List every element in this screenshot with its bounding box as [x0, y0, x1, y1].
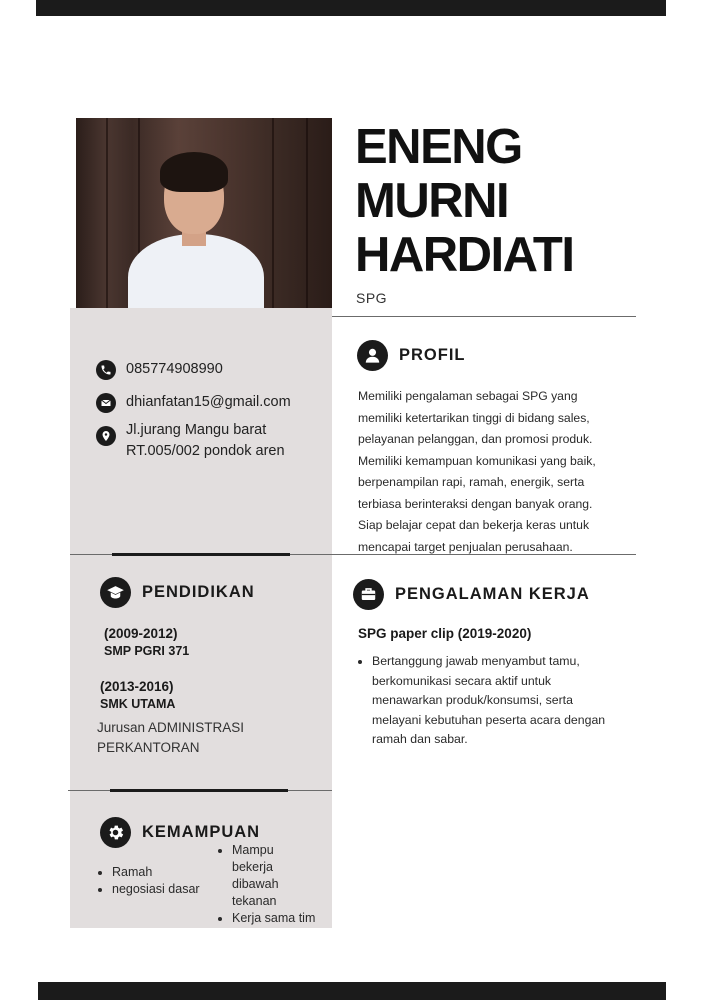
phone-number: 085774908990 — [126, 361, 223, 377]
experience-title: PENGALAMAN KERJA — [395, 585, 590, 603]
education-major-line: PERKANTORAN — [97, 740, 200, 755]
skills-list-right — [216, 842, 350, 927]
email-icon — [96, 393, 116, 413]
profile-title: PROFIL — [399, 346, 466, 364]
job-duty-item — [372, 652, 662, 750]
profile-line: berpenampilan rapi, ramah, energik, serta — [358, 475, 585, 489]
sidebar-accent-line — [112, 553, 290, 556]
name-line: MURNI — [355, 174, 509, 228]
skill-item: • Kerja sama tim — [232, 910, 350, 927]
contact-address — [96, 420, 285, 462]
job-duty-line: berkomunikasi secara aktif untuk — [372, 673, 552, 688]
profile-photo — [76, 118, 332, 308]
education-heading — [100, 577, 255, 608]
location-pin-icon — [96, 426, 116, 446]
job-duties — [356, 652, 662, 750]
education-major-line: Jurusan ADMINISTRASI — [97, 720, 245, 735]
skill-line: Mampu — [232, 843, 274, 857]
sidebar-accent-line-2 — [110, 789, 288, 792]
education-item-2 — [100, 679, 175, 711]
education-school: SMK UTAMA — [100, 697, 176, 711]
education-title: PENDIDIKAN — [142, 583, 255, 601]
briefcase-icon — [353, 579, 384, 610]
contact-phone — [96, 359, 223, 380]
profile-line: Memiliki pengalaman sebagai SPG yang — [358, 389, 578, 403]
phone-icon — [96, 360, 116, 380]
address-line-2: RT.005/002 pondok aren — [126, 443, 285, 459]
profile-line: Siap belajar cepat dan bekerja keras untuk — [358, 518, 590, 532]
photo-door-line — [272, 118, 274, 308]
skill-item: • Ramah — [112, 864, 232, 881]
profile-line: pelayanan pelanggan, dan promosi produk. — [358, 432, 593, 446]
education-period: (2013-2016) — [100, 679, 174, 694]
address-text — [126, 420, 285, 462]
profile-line: mencapai target penjualan perusahaan. — [358, 539, 573, 554]
education-period: (2009-2012) — [104, 626, 178, 641]
photo-hair — [160, 152, 228, 192]
graduation-cap-icon — [100, 577, 131, 608]
top-bar — [36, 0, 666, 16]
skill-line: bekerja — [232, 860, 273, 874]
job-duty-line: menawarkan produk/konsumsi, serta — [372, 693, 573, 707]
education-major — [97, 718, 244, 758]
profile-heading — [357, 340, 466, 371]
profile-line: terbiasa berinteraksi dengan banyak orang. — [358, 496, 593, 511]
header-divider — [332, 316, 636, 317]
name-line: HARDIATI — [355, 228, 574, 282]
education-school: SMP PGRI 371 — [104, 644, 190, 658]
profile-description — [358, 386, 630, 558]
skill-line: dibawah — [232, 877, 279, 891]
bottom-bar — [38, 982, 666, 1000]
user-icon — [357, 340, 388, 371]
job-duty-line: melayani kebutuhan peserta acara dengan — [372, 712, 606, 727]
job-role: SPG — [356, 290, 388, 306]
contact-email — [96, 392, 291, 413]
name-line: ENENG — [355, 120, 522, 174]
skill-line: tekanan — [232, 894, 277, 908]
candidate-name — [355, 120, 675, 282]
email-address: dhianfatan15@gmail.com — [126, 394, 291, 410]
education-item-1 — [104, 626, 189, 658]
job-title: SPG paper clip (2019-2020) — [358, 626, 532, 641]
job-duty-line: Bertanggung jawab menyambut tamu, — [372, 654, 580, 668]
skill-item: • negosiasi dasar — [112, 881, 232, 898]
skill-item — [232, 842, 350, 910]
skills-list-left — [96, 864, 232, 898]
gear-icon — [100, 817, 131, 848]
profile-line: memiliki ketertarikan tinggi di bidang sales, — [358, 410, 590, 425]
experience-heading — [353, 579, 590, 610]
address-line-1: Jl.jurang Mangu barat — [126, 422, 267, 438]
skills-title: KEMAMPUAN — [142, 823, 261, 841]
job-duty-line: ramah dan sabar. — [372, 732, 468, 746]
photo-door-line — [106, 118, 108, 308]
profile-line: Memiliki kemampuan komunikasi yang baik, — [358, 453, 596, 468]
photo-door-line — [306, 118, 308, 308]
